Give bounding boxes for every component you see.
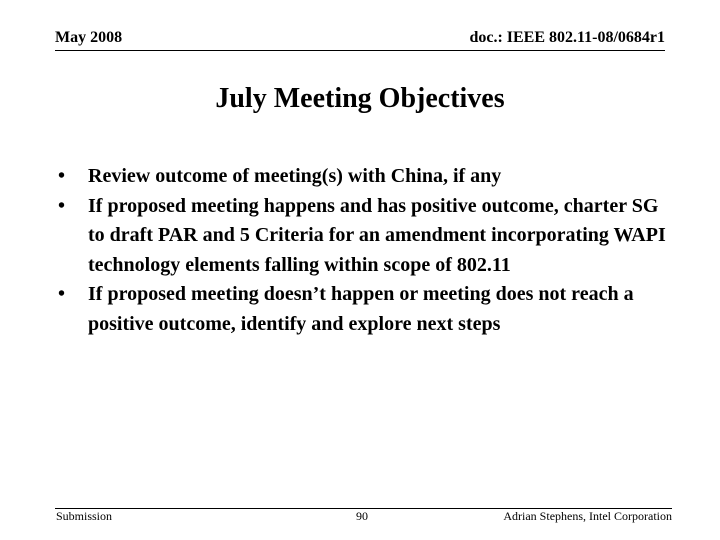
header-date: May 2008 — [55, 29, 123, 46]
bullet-item — [58, 162, 678, 192]
bullet-item — [58, 192, 678, 281]
header-doc-id: doc.: IEEE 802.11-08/0684r1 — [469, 29, 665, 46]
bullet-item — [58, 280, 678, 339]
bullet-text: Review outcome of meeting(s) with China, if any — [88, 165, 502, 187]
bullet-list — [58, 162, 678, 339]
header-rule — [55, 50, 665, 51]
footer-submission: Submission — [56, 509, 113, 523]
bullet-dot-icon: • — [58, 165, 66, 187]
bullet-dot-icon: • — [58, 194, 66, 217]
bullet-text: If proposed meeting doesn’t happen or meeting does not reach a positive outcome, identify and explore next steps — [88, 283, 634, 335]
slide-title: July Meeting Objectives — [215, 83, 505, 114]
footer-author: Adrian Stephens, Intel Corporation — [503, 509, 672, 523]
bullet-text: If proposed meeting happens and has positive outcome, charter SG to draft PAR and 5 Criteria for an amendment incorporating WAPI technology elements falling within scope of 802.11 — [88, 194, 666, 276]
bullet-dot-icon: • — [58, 283, 66, 305]
footer-page-number: 90 — [356, 509, 368, 523]
